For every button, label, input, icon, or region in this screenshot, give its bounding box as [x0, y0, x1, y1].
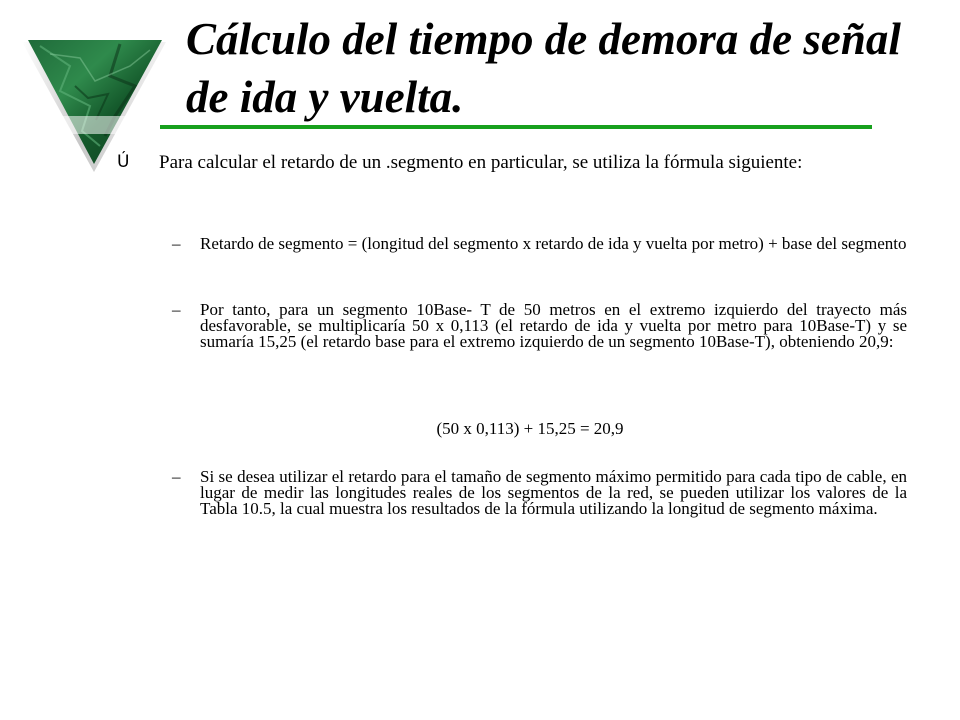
- title-divider: [160, 125, 872, 129]
- sub-text: Por tanto, para un segmento 10Base- T de 50 metros en el extremo izquierdo del trayecto más desfavorable, se multiplicaría 50 x 0,113 (el retardo de ida y vuelta por metro para 10Base-T) y se sumaría 15,25 (el retardo base para el extremo izquierdo de un segmento 10Base-T), obteniendo 20,9:: [200, 300, 907, 351]
- sub-dash: –: [172, 234, 181, 253]
- sub-dash: –: [172, 467, 181, 486]
- sub-text: Si se desea utilizar el retardo para el tamaño de segmento máximo permitido para cada tipo de cable, en lugar de medir las longitudes reales de los segmentos de la red, se pueden utilizar los valores de la Tabla 10.5, la cual muestra los resultados de la fórmula utilizando la longitud de segmento máxima.: [200, 467, 907, 518]
- check-mark-bullet-icon: Ú: [117, 152, 130, 172]
- page-title: Cálculo del tiempo de demora de señal de ida y vuelta.: [186, 14, 901, 122]
- bullet-item: [117, 153, 907, 172]
- sub-item: [172, 302, 907, 350]
- sub-dash: –: [172, 300, 181, 319]
- sub-text: Retardo de segmento = (longitud del segmento x retardo de ida y vuelta por metro) + base del segmento: [200, 234, 907, 253]
- sub-item: [172, 469, 907, 517]
- sub-item: [172, 236, 907, 252]
- bullet-text: Para calcular el retardo de un .segmento en particular, se utiliza la fórmula siguiente:: [159, 152, 803, 173]
- formula: (50 x 0,113) + 15,25 = 20,9: [436, 419, 624, 438]
